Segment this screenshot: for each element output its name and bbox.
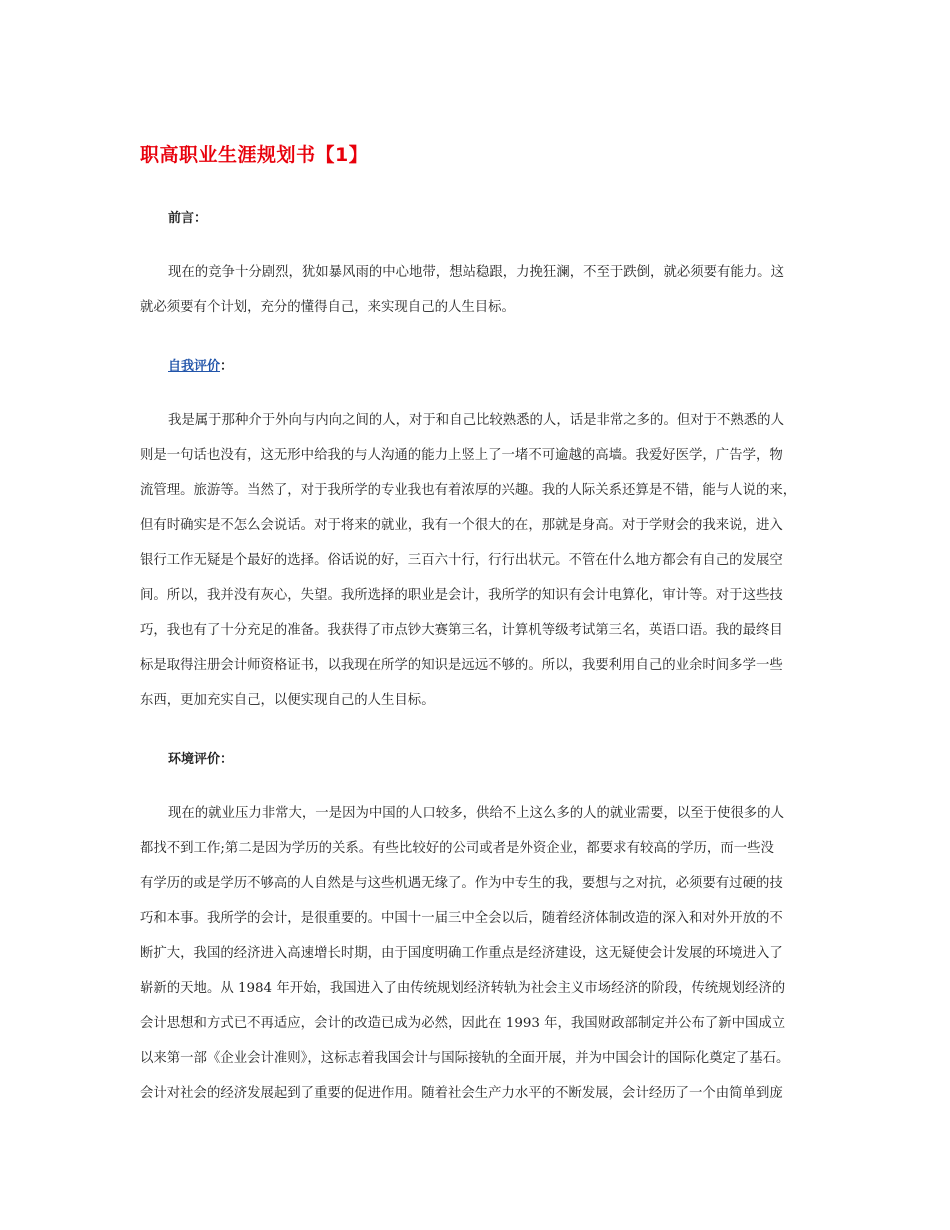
paragraph-environment-evaluation <box>140 796 820 1111</box>
paragraph-self-evaluation <box>140 403 820 718</box>
paragraph-line: 现在的竞争十分剧烈，犹如暴风雨的中心地带，想站稳跟，力挽狂澜，不至于跌倒，就必须要有能力。这 <box>168 265 784 280</box>
paragraph-line: 标是取得注册会计师资格证书，以我现在所学的知识是远远不够的。所以，我要利用自己的业余时间多学一些 <box>140 658 783 673</box>
paragraph-line: 东西，更加充实自己，以便实现自己的人生目标。 <box>140 693 435 708</box>
paragraph-line: 间。所以，我并没有灰心，失望。我所选择的职业是会计，我所学的知识有会计电算化，审计等。对于这些技 <box>140 588 783 603</box>
paragraph-line: 则是一句话也没有，这无形中给我的与人沟通的能力上竖上了一堵不可逾越的高墙。我爱好医学，广告学，物 <box>140 448 783 463</box>
paragraph-line: 巧，我也有了十分充足的准备。我获得了市点钞大赛第三名，计算机等级考试第三名，英语口语。我的最终目 <box>140 623 783 638</box>
section-heading-preface: 前言： <box>168 211 208 226</box>
paragraph-line: 会计对社会的经济发展起到了重要的促进作用。随着社会生产力水平的不断发展，会计经历了一个由简单到庞 <box>140 1086 783 1101</box>
section-heading-environment-evaluation: 环境评价： <box>168 752 234 767</box>
paragraph-line: 现在的就业压力非常大，一是因为中国的人口较多，供给不上这么多的人的就业需要，以至于使很多的人 <box>168 806 784 821</box>
paragraph-line: 流管理。旅游等。当然了，对于我所学的专业我也有着浓厚的兴趣。我的人际关系还算是不错，能与人说的来， <box>140 483 797 498</box>
paragraph-line: 以来第一部《企业会计准则》，这标志着我国会计与国际接轨的全面开展，并为中国会计的国际化奠定了基石。 <box>140 1051 790 1066</box>
paragraph-line: 银行工作无疑是个最好的选择。俗话说的好，三百六十行，行行出状元。不管在什么地方都会有自己的发展空 <box>140 553 783 568</box>
paragraph-line: 但有时确实是不怎么会说话。对于将来的就业，我有一个很大的在，那就是身高。对于学财会的我来说，进入 <box>140 518 783 533</box>
section-heading-self-evaluation <box>168 355 233 374</box>
self-evaluation-link[interactable]: 自我评价 <box>168 359 221 374</box>
paragraph-line: 会计思想和方式已不再适应，会计的改造已成为必然，因此在 1993 年，我国财政部制定并公布了新中国成立 <box>140 1016 786 1031</box>
heading-colon: ： <box>220 359 234 374</box>
paragraph-preface <box>140 255 820 325</box>
paragraph-line: 就必须要有个计划，充分的懂得自己，来实现自己的人生目标。 <box>140 300 515 315</box>
paragraph-line: 我是属于那种介于外向与内向之间的人，对于和自己比较熟悉的人，话是非常之多的。但对于不熟悉的人 <box>168 413 784 428</box>
document-title: 职高职业生涯规划书【1】 <box>140 144 369 166</box>
paragraph-line: 巧和本事。我所学的会计，是很重要的。中国十一届三中全会以后，随着经济体制改造的深入和对外开放的不 <box>140 911 783 926</box>
paragraph-line: 都找不到工作;第二是因为学历的关系。有些比较好的公司或者是外资企业，都要求有较高的学历，而一些没 <box>140 841 774 856</box>
paragraph-line: 有学历的或是学历不够高的人自然是与这些机遇无缘了。作为中专生的我，要想与之对抗，必须要有过硬的技 <box>140 876 783 891</box>
paragraph-line: 断扩大，我国的经济进入高速增长时期，由于国度明确工作重点是经济建设，这无疑使会计发展的环境进入了 <box>140 946 783 961</box>
paragraph-line: 崭新的天地。从 1984 年开始，我国进入了由传统规划经济转轨为社会主义市场经济的阶段，传统规划经济的 <box>140 981 786 996</box>
